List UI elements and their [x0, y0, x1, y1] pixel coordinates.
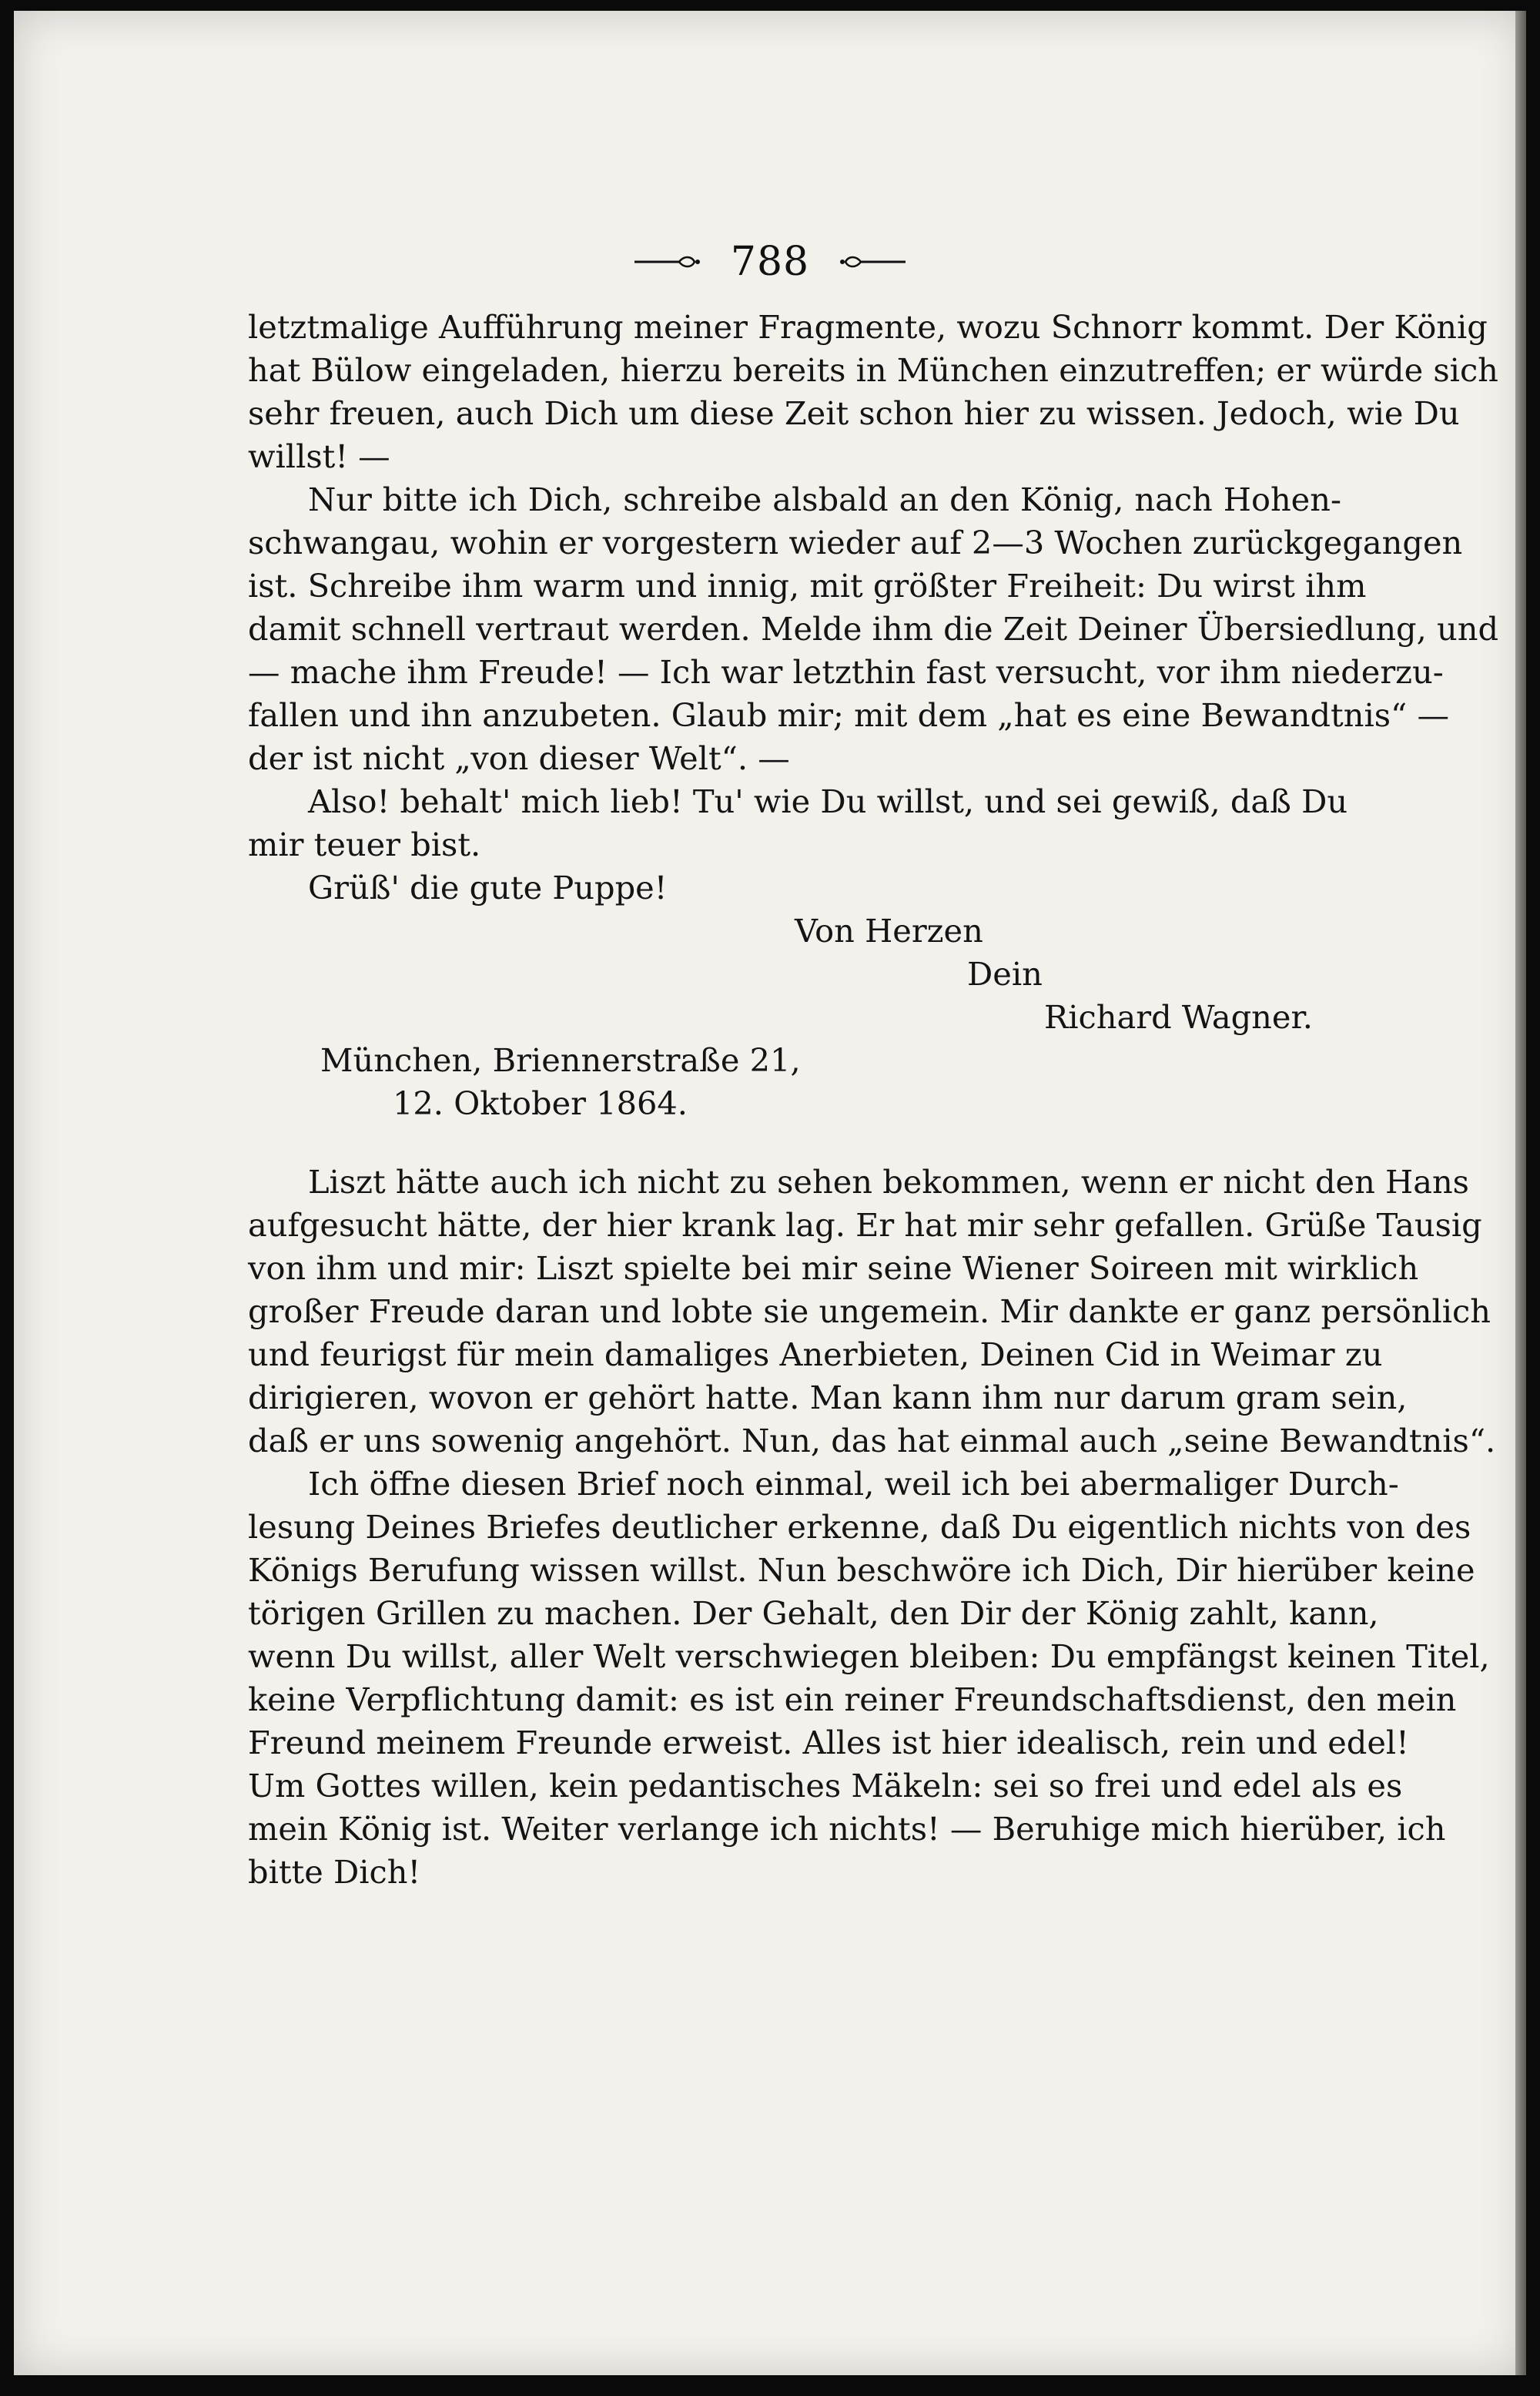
page-edge — [1515, 11, 1526, 2375]
text-line: letztmalige Aufführung meiner Fragmente, wozu Schnorr kommt. Der König — [248, 308, 1488, 346]
text-line: hat Bülow eingeladen, hierzu bereits in München einzutreffen; er würde sich — [248, 351, 1498, 389]
text-line: Nur bitte ich Dich, schreibe alsbald an den König, nach Hohen- — [308, 481, 1341, 518]
text-line: daß er uns sowenig angehört. Nun, das hat einmal auch „seine Bewandtnis“. — [248, 1422, 1496, 1459]
text-line: Um Gottes willen, kein pedantisches Mäkeln: sei so frei und edel als es — [248, 1767, 1403, 1805]
page-header — [14, 236, 1526, 285]
text-line: Freund meinem Freunde erweist. Alles ist hier idealisch, rein und edel! — [248, 1724, 1409, 1761]
text-line: dirigieren, wovon er gehört hatte. Man kann ihm nur darum gram sein, — [248, 1379, 1408, 1416]
signature: Richard Wagner. — [1044, 998, 1313, 1036]
letter-body — [248, 308, 1499, 1131]
text-line: fallen und ihn anzubeten. Glaub mir; mit dem „hat es eine Bewandtnis“ — — [248, 696, 1449, 734]
text-line: lesung Deines Briefes deutlicher erkenne, daß Du eigentlich nichts von des — [248, 1508, 1471, 1546]
text-line: Grüß' die gute Puppe! — [308, 869, 668, 906]
text-line: und feurigst für mein damaliges Anerbieten, Deinen Cid in Weimar zu — [248, 1335, 1383, 1373]
closing-line: Dein — [967, 955, 1043, 993]
closing-line: Von Herzen — [795, 912, 983, 950]
text-line: mir teuer bist. — [248, 826, 481, 863]
text-line: mein König ist. Weiter verlange ich nichts! — Beruhige mich hierüber, ich — [248, 1810, 1446, 1848]
postscript-body — [248, 1163, 1496, 1899]
text-line: willst! — — [248, 437, 390, 475]
text-line: — mache ihm Freude! — Ich war letzthin fast versucht, vor ihm niederzu- — [248, 653, 1444, 691]
book-page — [14, 11, 1526, 2375]
text-line: schwangau, wohin er vorgestern wieder auf 2—3 Wochen zurückgegangen — [248, 524, 1463, 561]
ornament-right-icon — [839, 254, 906, 270]
text-line: keine Verpflichtung damit: es ist ein reiner Freundschaftsdienst, den mein — [248, 1681, 1457, 1718]
letter-date: 12. Oktober 1864. — [393, 1084, 688, 1122]
ornament-left-icon — [634, 254, 701, 270]
text-line: ist. Schreibe ihm warm und innig, mit größter Freiheit: Du wirst ihm — [248, 567, 1367, 605]
text-line: wenn Du willst, aller Welt verschwiegen bleiben: Du empfängst keinen Titel, — [248, 1637, 1490, 1675]
text-line: aufgesucht hätte, der hier krank lag. Er hat mir sehr gefallen. Grüße Tausig — [248, 1206, 1482, 1244]
text-line: sehr freuen, auch Dich um diese Zeit schon hier zu wissen. Jedoch, wie Du — [248, 394, 1460, 432]
text-line: bitte Dich! — [248, 1853, 421, 1891]
letter-place: München, Briennerstraße 21, — [320, 1041, 801, 1079]
text-line: der ist nicht „von dieser Welt“. — — [248, 739, 790, 777]
text-line: von ihm und mir: Liszt spielte bei mir seine Wiener Soireen mit wirklich — [248, 1249, 1419, 1287]
text-line: großer Freude daran und lobte sie ungemein. Mir dankte er ganz persönlich — [248, 1292, 1491, 1330]
text-line: Liszt hätte auch ich nicht zu sehen bekommen, wenn er nicht den Hans — [308, 1163, 1469, 1201]
text-line: Ich öffne diesen Brief noch einmal, weil ich bei abermaliger Durch- — [308, 1465, 1399, 1503]
text-line: damit schnell vertraut werden. Melde ihm die Zeit Deiner Übersiedlung, und — [248, 610, 1499, 648]
text-line: Also! behalt' mich lieb! Tu' wie Du willst, und sei gewiß, daß Du — [308, 782, 1348, 820]
text-line: törigen Grillen zu machen. Der Gehalt, den Dir der König zahlt, kann, — [248, 1594, 1379, 1632]
text-line: Königs Berufung wissen willst. Nun beschwöre ich Dich, Dir hierüber keine — [248, 1551, 1475, 1589]
page-number: 788 — [730, 238, 810, 285]
